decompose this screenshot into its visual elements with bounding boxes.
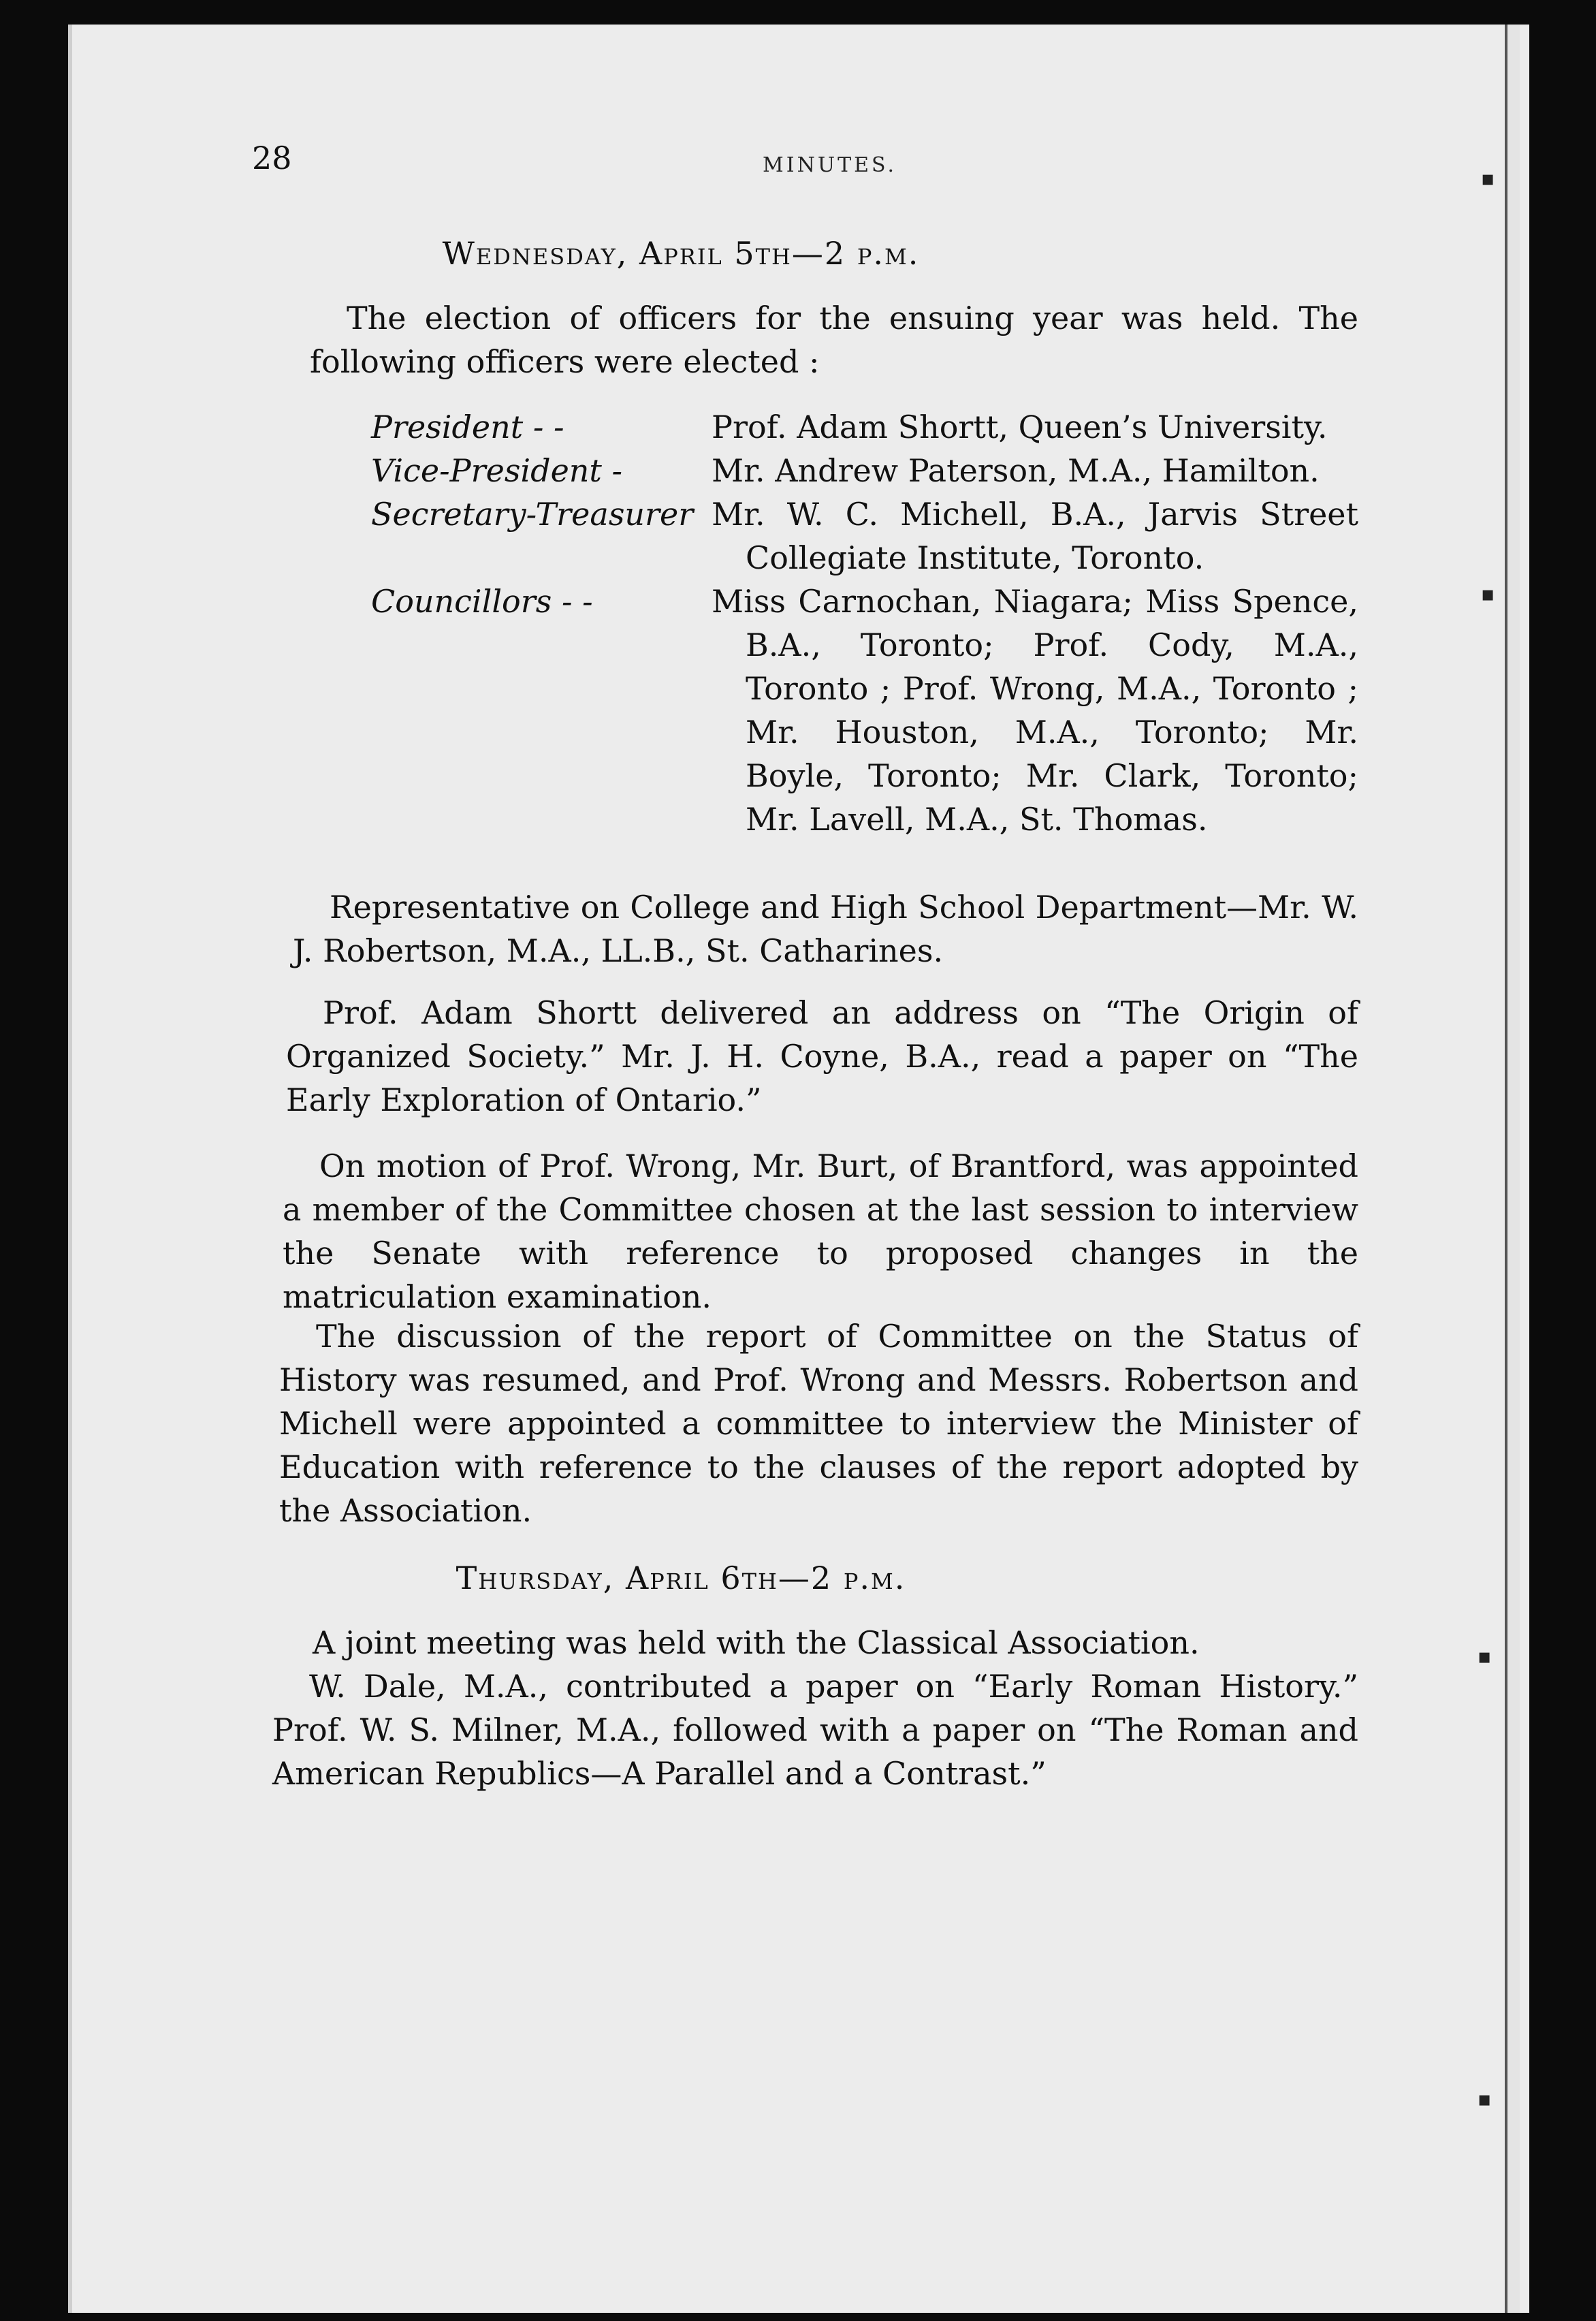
paragraph-joint-meeting: A joint meeting was held with the Classical Association. <box>313 1624 1200 1661</box>
officer-row-secretary-treasurer <box>371 492 1358 580</box>
page-number: 28 <box>252 140 292 176</box>
page-edge <box>1505 25 1520 2313</box>
margin-mark: ▪ <box>1478 1645 1492 1669</box>
margin-mark: ▪ <box>1481 582 1495 606</box>
officer-name: Mr. Andrew Paterson, M.A., Hamilton. <box>712 452 1320 489</box>
officers-list <box>371 405 1358 841</box>
officer-title: President - - <box>371 409 564 445</box>
paragraph-discussion: The discussion of the report of Committee on the Status of History was resumed, and Prof. Wrong and Messrs. Robertson and Michell were appointed a committee to interview the Minister of Education with reference to the clauses of the report adopted by the Association. <box>279 1318 1358 1529</box>
officer-name: Prof. Adam Shortt, Queen’s University. <box>712 409 1328 445</box>
paragraph-papers: W. Dale, M.A., contributed a paper on “Early Roman History.” Prof. W. S. Milner, M.A., followed with a paper on “The Roman and American Republics—A Parallel and a Contrast.” <box>272 1668 1358 1792</box>
officer-row-councillors <box>371 580 1358 841</box>
paragraph-representative: Representative on College and High School Department—Mr. W. J. Robertson, M.A., LL.B., St. Catharines. <box>293 889 1358 969</box>
session-heading-thursday: Thursday, April 6th—2 p.m. <box>456 1560 906 1596</box>
margin-mark: ▪ <box>1478 2087 1492 2111</box>
election-intro: The election of officers for the ensuing year was held. The following officers were elected : <box>310 300 1358 380</box>
officer-title: Councillors - - <box>371 583 593 620</box>
running-head: MINUTES. <box>763 153 897 177</box>
officer-row-vice-president <box>371 449 1358 492</box>
officer-name: Miss Carnochan, Niagara; Miss Spence, B.A., Toronto; Prof. Cody, M.A., Toronto ; Prof. Wrong, M.A., Toronto ; Mr. Houston, M.A., Toronto; Mr. Boyle, Toronto; Mr. Clark, Toronto; Mr. Lavell, M.A., St. Thomas. <box>712 583 1358 838</box>
session-heading-wednesday: Wednesday, April 5th—2 p.m. <box>442 235 920 272</box>
officer-row-president <box>371 405 1358 449</box>
margin-mark: ▪ <box>1481 167 1495 191</box>
officer-title: Secretary-Treasurer <box>371 496 694 533</box>
officer-title: Vice-President - <box>371 452 623 489</box>
paragraph-addresses: Prof. Adam Shortt delivered an address on “The Origin of Organized Society.” Mr. J. H. Coyne, B.A., read a paper on “The Early Exploration of Ontario.” <box>286 994 1358 1118</box>
paragraph-motion: On motion of Prof. Wrong, Mr. Burt, of Brantford, was appointed a member of the Committee chosen at the last session to interview the Senate with reference to proposed changes in the matriculation examination. <box>283 1148 1358 1315</box>
officer-name: Mr. W. C. Michell, B.A., Jarvis Street Collegiate Institute, Toronto. <box>712 496 1358 576</box>
page-header <box>0 140 1596 180</box>
